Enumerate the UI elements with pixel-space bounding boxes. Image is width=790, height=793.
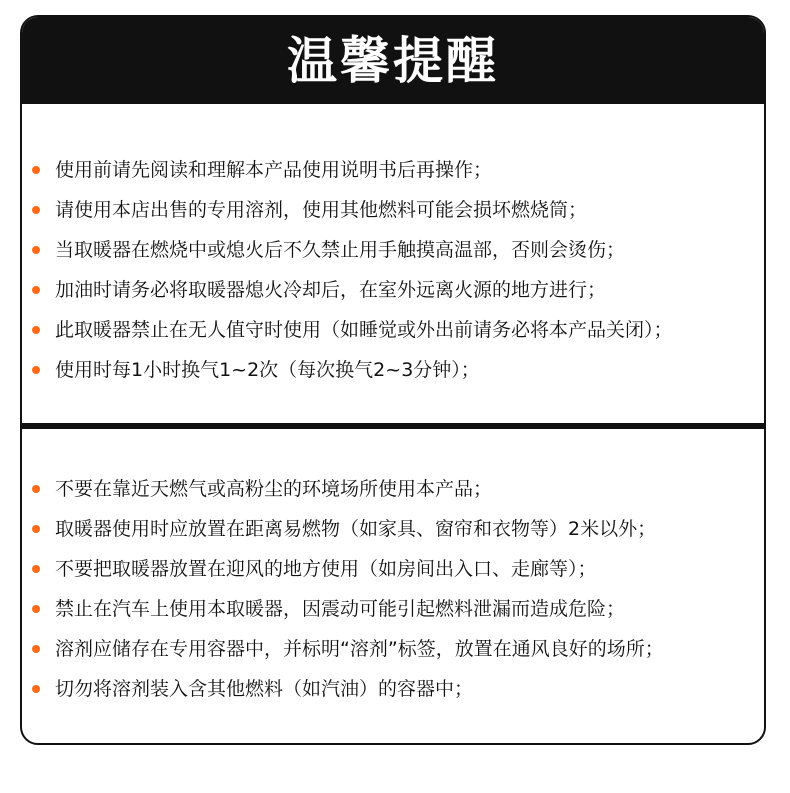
list-item xyxy=(22,310,764,350)
list-item xyxy=(22,629,764,669)
bullet-dot-icon xyxy=(32,366,40,374)
list-item xyxy=(22,350,764,390)
notice-title: 温馨提醒 xyxy=(287,31,499,90)
list-item xyxy=(22,589,764,629)
list-item-text: 此取暖器禁止在无人值守时使用（如睡觉或外出前请务必将本产品关闭）； xyxy=(55,319,673,341)
list-item xyxy=(22,509,764,549)
list-item-text: 使用时每1小时换气1~2次（每次换气2~3分钟）； xyxy=(55,359,480,381)
bullet-dot-icon xyxy=(32,286,40,294)
list-item xyxy=(22,150,764,190)
bullet-dot-icon xyxy=(32,206,40,214)
bullet-dot-icon xyxy=(32,246,40,254)
bullet-dot-icon xyxy=(32,485,40,493)
bullet-dot-icon xyxy=(32,565,40,573)
list-item xyxy=(22,549,764,589)
notice-card xyxy=(20,15,766,745)
safety-list-placement xyxy=(22,469,764,709)
notice-header xyxy=(22,17,764,104)
list-item-text: 当取暖器在燃烧中或熄火后不久禁止用手触摸高温部，否则会烫伤； xyxy=(55,239,626,261)
bullet-dot-icon xyxy=(32,645,40,653)
list-item-text: 使用前请先阅读和理解本产品使用说明书后再操作； xyxy=(55,159,493,181)
bullet-dot-icon xyxy=(32,685,40,693)
list-item-text: 请使用本店出售的专用溶剂，使用其他燃料可能会损坏燃烧筒； xyxy=(55,199,588,221)
list-item-text: 切勿将溶剂装入含其他燃料（如汽油）的容器中； xyxy=(55,678,474,700)
list-item xyxy=(22,270,764,310)
list-item-text: 溶剂应储存在专用容器中，并标明“溶剂”标签，放置在通风良好的场所； xyxy=(55,638,664,660)
bullet-dot-icon xyxy=(32,605,40,613)
list-item xyxy=(22,469,764,509)
list-item xyxy=(22,230,764,270)
bullet-dot-icon xyxy=(32,525,40,533)
section-divider xyxy=(22,423,764,429)
safety-list-usage xyxy=(22,150,764,390)
bullet-dot-icon xyxy=(32,166,40,174)
list-item-text: 不要在靠近天燃气或高粉尘的环境场所使用本产品； xyxy=(55,478,493,500)
list-item-text: 不要把取暖器放置在迎风的地方使用（如房间出入口、走廊等）； xyxy=(55,558,597,580)
list-item xyxy=(22,669,764,709)
list-item-text: 加油时请务必将取暖器熄火冷却后，在室外远离火源的地方进行； xyxy=(55,279,607,301)
list-item-text: 取暖器使用时应放置在距离易燃物（如家具、窗帘和衣物等）2米以外； xyxy=(55,518,657,540)
list-item-text: 禁止在汽车上使用本取暖器，因震动可能引起燃料泄漏而造成危险； xyxy=(55,598,626,620)
bullet-dot-icon xyxy=(32,326,40,334)
list-item xyxy=(22,190,764,230)
